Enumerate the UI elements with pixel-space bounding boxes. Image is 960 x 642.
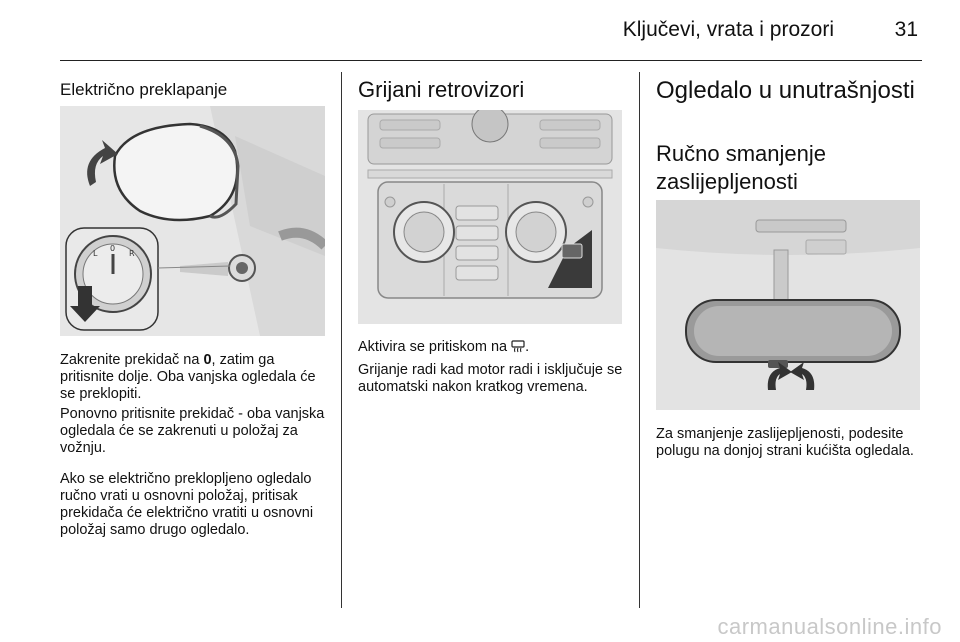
paragraph-antiglare: Za smanjenje zaslijepljenosti, podesite polugu na donjoj strani kućišta ogledala. <box>656 426 914 459</box>
paragraph-activate: Aktivira se pritiskom na . <box>358 339 530 355</box>
dial-label-0: 0 <box>110 244 116 253</box>
dial-label-r: R <box>129 249 135 258</box>
page-header <box>60 18 922 61</box>
column-divider <box>639 72 640 608</box>
section-heading: Električno preklapanje <box>60 80 228 99</box>
column-heated-mirrors <box>358 60 624 608</box>
heated-mirror-icon <box>511 340 525 353</box>
climate-control-figure <box>358 110 622 324</box>
column-electric-folding <box>60 60 325 608</box>
dial-label-l: L <box>93 249 98 258</box>
column-divider <box>341 72 342 608</box>
paragraph-refold: Ponovno pritisnite prekidač - oba vanjska ogledala će se zakrenuti u položaj za vožnju. <box>60 406 325 456</box>
watermark: carmanualsonline.info <box>717 614 942 639</box>
paragraph-manual-return: Ako se električno preklopljeno ogledalo ručno vrati u osnovni položaj, pritisak prekidača će električno vratiti u osnovni položaj samo drugo ogledalo. <box>60 471 314 538</box>
column-interior-mirror <box>656 60 922 608</box>
paragraph-heating-duration: Grijanje radi kad motor radi i isključuje se automatski nakon kratkog vremena. <box>358 362 623 395</box>
interior-mirror-figure <box>656 200 920 410</box>
section-heading: Grijani retrovizori <box>358 77 525 102</box>
section-heading: Ogledalo u unutrašnjosti <box>656 77 915 104</box>
header-title: Ključevi, vrata i prozori <box>622 18 834 41</box>
page-number: 31 <box>894 18 918 41</box>
subsection-heading: Ručno smanjenje zaslijepljenosti <box>656 141 826 194</box>
paragraph-instruction: Zakrenite prekidač na 0, zatim ga pritisnite dolje. Oba vanjska ogledala će se preklopiti. <box>60 352 316 402</box>
mirror-fold-figure <box>60 106 325 336</box>
